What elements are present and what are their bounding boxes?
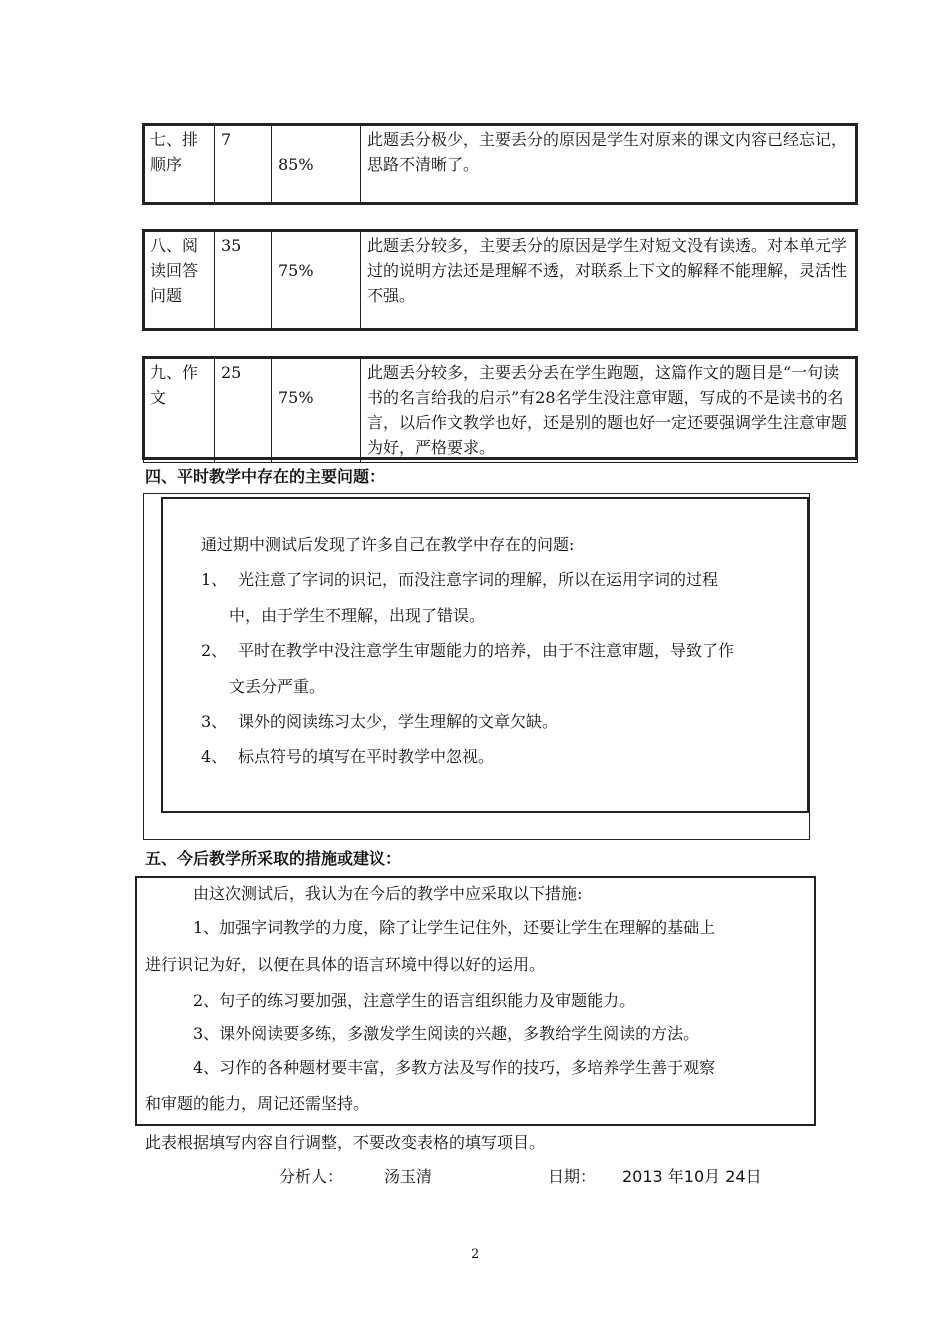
problem-1-cont: 中，由于学生不理解，出现了错误。 (229, 606, 486, 625)
problem-2: 平时在教学中没注意学生审题能力的培养，由于不注意审题，导致了作 (238, 641, 735, 660)
list-number: 2、 (201, 641, 228, 660)
measure-3: 3、课外阅读要多练，多激发学生阅读的兴趣，多教给学生阅读的方法。 (193, 1024, 700, 1043)
analyst-name: 汤玉清 (384, 1167, 433, 1186)
analysis-cell: 此题丢分较多，主要丢分的原因是学生对短文没有读透。对本单元学过的说明方法还是理解不透，对联系上下文的解释不能理解，灵活性不强。 (361, 231, 858, 331)
analysis-cell: 此题丢分极少，主要丢分的原因是学生对原来的课文内容已经忘记，思路不清晰了。 (361, 125, 858, 205)
item-cell: 八、阅读回答问题 (144, 231, 215, 331)
table-note: 此表根据填写内容自行调整，不要改变表格的填写项目。 (145, 1133, 546, 1152)
section4-intro: 通过期中测试后发现了许多自己在教学中存在的问题: (201, 535, 575, 554)
problem-4: 标点符号的填写在平时教学中忽视。 (238, 747, 495, 766)
problem-3: 课外的阅读练习太少，学生理解的文章欠缺。 (238, 712, 559, 731)
score-table-8 (143, 230, 858, 331)
list-number: 1、 (201, 570, 228, 589)
list-number: 3、 (201, 712, 228, 731)
measure-1: 1、加强字词教学的力度，除了让学生记住外，还要让学生在理解的基础上 (193, 918, 716, 937)
problem-2-cont: 文丢分严重。 (229, 677, 326, 696)
item-cell: 七、排顺序 (144, 125, 215, 205)
date-value: 2013 年10月 24日 (622, 1167, 762, 1186)
measure-2: 2、句子的练习要加强，注意学生的语言组织能力及审题能力。 (193, 991, 636, 1010)
measure-1-cont: 进行识记为好，以便在具体的语言环境中得以好的运用。 (145, 955, 546, 974)
list-number: 4、 (201, 747, 228, 766)
score-cell: 7 (215, 125, 272, 205)
date-label: 日期： (548, 1167, 597, 1186)
rate-cell: 75% (272, 358, 361, 463)
analysis-cell: 此题丢分较多，主要丢分丢在学生跑题，这篇作文的题目是“一句读书的名言给我的启示”有28名学生没注意审题，写成的不是读书的名言，以后作文教学也好，还是别的题也好一定还要强调学生注意审题为好，严格要求。 (361, 358, 858, 463)
section5-heading: 五、今后教学所采取的措施或建议： (145, 849, 402, 868)
section5-intro: 由这次测试后，我认为在今后的教学中应采取以下措施: (193, 884, 583, 903)
section4-heading: 四、平时教学中存在的主要问题： (145, 467, 386, 486)
score-cell: 25 (215, 358, 272, 463)
rate-cell: 75% (272, 231, 361, 331)
problem-1: 光注意了字词的识记，而没注意字词的理解，所以在运用字词的过程 (238, 570, 719, 589)
page-number: 2 (471, 1247, 480, 1262)
item-cell: 九、作文 (144, 358, 215, 463)
analyst-label: 分析人： (279, 1167, 344, 1186)
measure-4: 4、习作的各种题材要丰富，多教方法及写作的技巧，多培养学生善于观察 (193, 1058, 716, 1077)
score-table-9 (143, 357, 858, 463)
measure-4-cont: 和审题的能力，周记还需坚持。 (145, 1094, 370, 1113)
score-cell: 35 (215, 231, 272, 331)
rate-cell: 85% (272, 125, 361, 205)
score-table-7 (143, 124, 858, 205)
